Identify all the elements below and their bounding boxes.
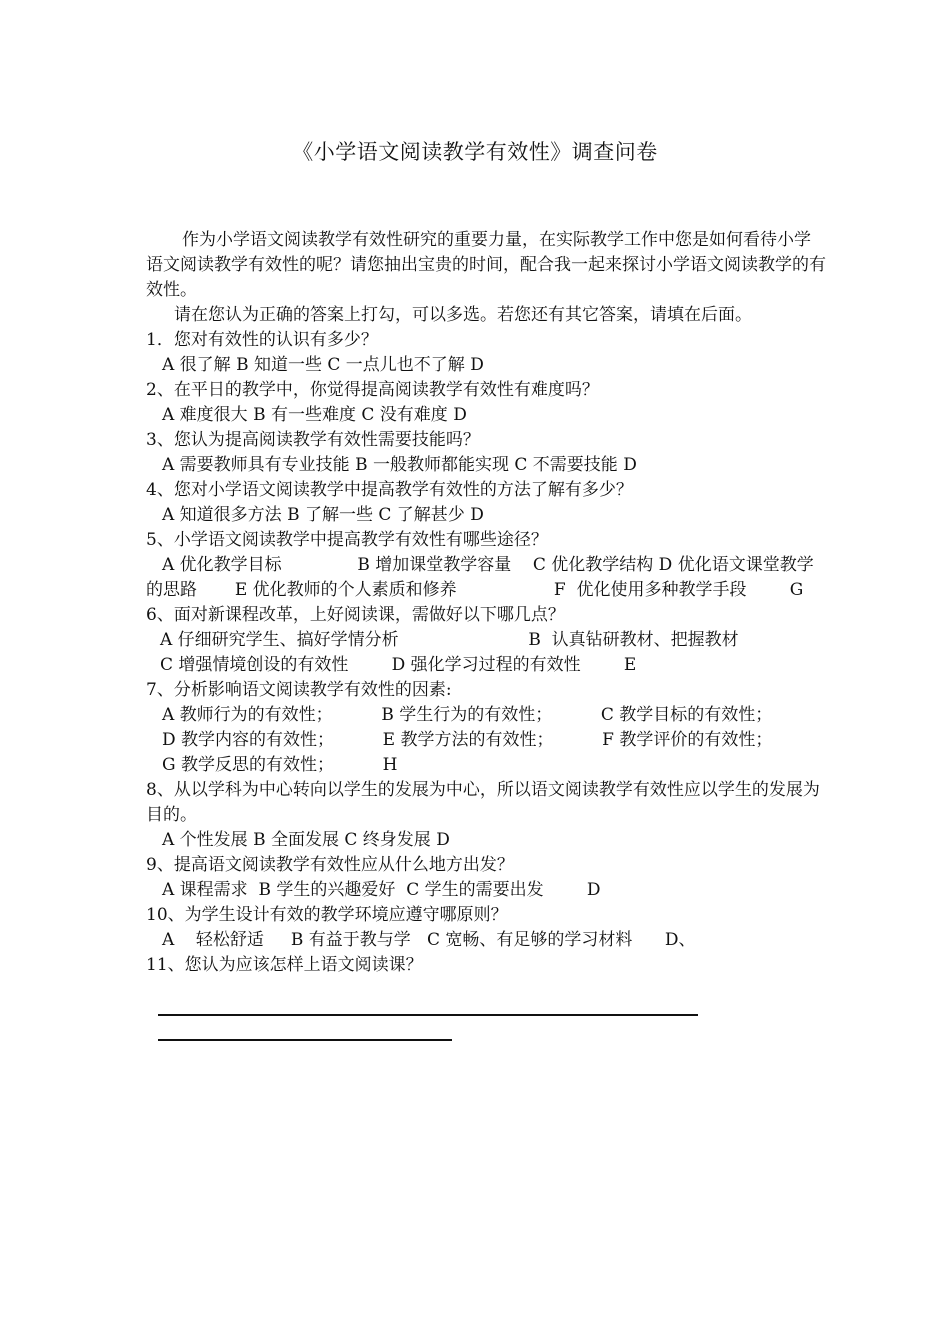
question-5: 5、小学语文阅读教学中提高教学有效性有哪些途径？: [146, 530, 548, 550]
question-6-options-1[interactable]: A 仔细研究学生、搞好学情分析 B 认真钻研教材、把握教材: [160, 630, 739, 650]
document-title: 《小学语文阅读教学有效性》调查问卷: [292, 140, 658, 164]
question-8: 8、从以学科为中心转向以学生的发展为中心，所以语文阅读教学有效性应以学生的发展为目的。: [146, 780, 820, 825]
questionnaire-body: [146, 228, 826, 978]
question-7-options-1[interactable]: A 教师行为的有效性； B 学生行为的有效性； C 教学目标的有效性；: [162, 705, 773, 725]
question-9-options[interactable]: A 课程需求 B 学生的兴趣爱好 C 学生的需要出发 D: [162, 880, 601, 900]
question-2: 2、在平日的教学中，你觉得提高阅读教学有效性有难度吗？: [146, 380, 599, 400]
question-10: 10、为学生设计有效的教学环境应遵守哪原则？: [146, 905, 508, 925]
answer-line-1[interactable]: [158, 1014, 698, 1016]
question-11: 11、您认为应该怎样上语文阅读课？: [146, 955, 423, 975]
question-4-options[interactable]: A 知道很多方法 B 了解一些 C 了解甚少 D: [162, 505, 484, 525]
question-8-options[interactable]: A 个性发展 B 全面发展 C 终身发展 D: [162, 830, 450, 850]
question-7-options-2[interactable]: D 教学内容的有效性； E 教学方法的有效性； F 教学评价的有效性；: [162, 730, 773, 750]
answer-line-2[interactable]: [158, 1039, 452, 1041]
question-3: 3、您认为提高阅读教学有效性需要技能吗？: [146, 430, 480, 450]
question-7: 7、分析影响语文阅读教学有效性的因素:: [146, 680, 452, 700]
question-1-options[interactable]: A 很了解 B 知道一些 C 一点儿也不了解 D: [162, 355, 484, 375]
question-10-options[interactable]: A 轻松舒适 B 有益于教与学 C 宽畅、有足够的学习材料 D、: [162, 930, 696, 950]
question-4: 4、您对小学语文阅读教学中提高教学有效性的方法了解有多少？: [146, 480, 633, 500]
question-2-options[interactable]: A 难度很大 B 有一些难度 C 没有难度 D: [162, 405, 467, 425]
question-1: 1．您对有效性的认识有多少？: [146, 330, 378, 350]
question-6: 6、面对新课程改革，上好阅读课，需做好以下哪几点？: [146, 605, 565, 625]
question-5-options[interactable]: A 优化教学目标 B 增加课堂教学容量 C 优化教学结构 D 优化语文课堂教学的思路 E 优化教师的个人素质和修养 F 优化使用多种教学手段 G: [146, 555, 814, 600]
intro-paragraph: 作为小学语文阅读教学有效性研究的重要力量，在实际教学工作中您是如何看待小学语文阅读教学有效性的呢？请您抽出宝贵的时间，配合我一起来探讨小学语文阅读教学的有效性。: [146, 230, 826, 300]
question-6-options-2[interactable]: C 增强情境创设的有效性 D 强化学习过程的有效性 E: [160, 655, 637, 675]
question-7-options-3[interactable]: G 教学反思的有效性； H: [162, 755, 398, 775]
question-9: 9、提高语文阅读教学有效性应从什么地方出发？: [146, 855, 514, 875]
question-3-options[interactable]: A 需要教师具有专业技能 B 一般教师都能实现 C 不需要技能 D: [162, 455, 637, 475]
instructions-paragraph: 请在您认为正确的答案上打勾，可以多选。若您还有其它答案，请填在后面。: [174, 305, 752, 325]
